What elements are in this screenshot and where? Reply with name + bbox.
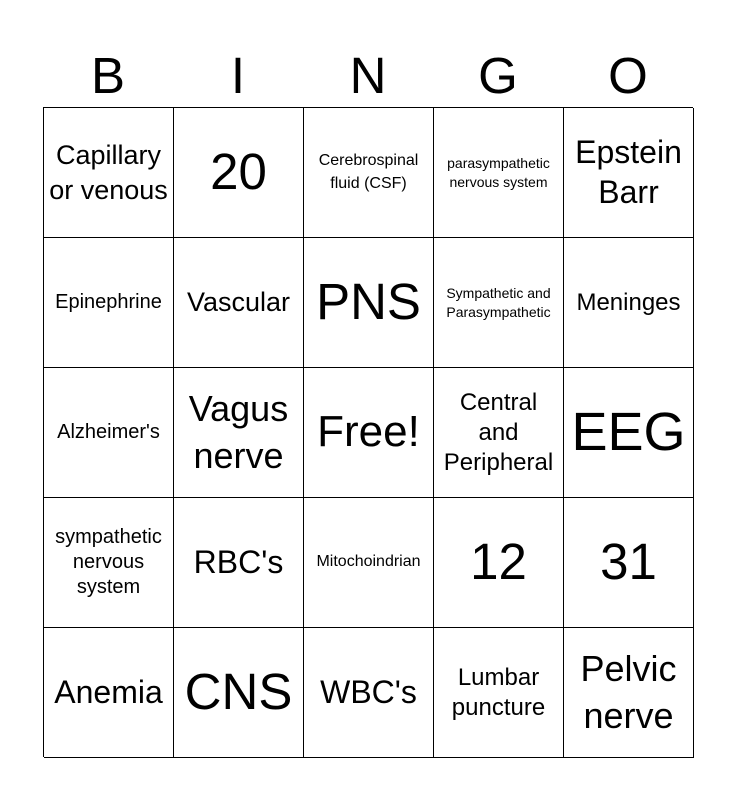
bingo-cell[interactable]: Anemia	[44, 628, 174, 758]
header-letter-i: I	[230, 47, 246, 104]
bingo-cell[interactable]: sympathetic nervous system	[44, 498, 174, 628]
bingo-header	[43, 44, 693, 108]
bingo-cell[interactable]: Epstein Barr	[564, 108, 694, 238]
bingo-cell[interactable]: Epinephrine	[44, 238, 174, 368]
free-space[interactable]: Free!	[304, 368, 434, 498]
bingo-cell[interactable]: Cerebrospinal fluid (CSF)	[304, 108, 434, 238]
bingo-cell[interactable]: Central and Peripheral	[434, 368, 564, 498]
bingo-cell[interactable]: Sympathetic and Parasympathetic	[434, 238, 564, 368]
bingo-cell[interactable]: PNS	[304, 238, 434, 368]
bingo-cell[interactable]: Lumbar puncture	[434, 628, 564, 758]
bingo-card-grid	[43, 107, 693, 757]
header-letter-b: B	[90, 47, 126, 104]
bingo-cell[interactable]: 20	[174, 108, 304, 238]
bingo-cell[interactable]: 12	[434, 498, 564, 628]
bingo-cell[interactable]: Mitochoindrian	[304, 498, 434, 628]
bingo-cell[interactable]: Meninges	[564, 238, 694, 368]
bingo-cell[interactable]: WBC's	[304, 628, 434, 758]
bingo-cell[interactable]: parasympathetic nervous system	[434, 108, 564, 238]
bingo-cell[interactable]: Pelvic nerve	[564, 628, 694, 758]
header-letter-n: N	[349, 47, 387, 104]
header-letter-g: G	[478, 47, 518, 104]
bingo-cell[interactable]: Alzheimer's	[44, 368, 174, 498]
header-letter-o: O	[608, 47, 648, 104]
bingo-cell[interactable]: Vascular	[174, 238, 304, 368]
bingo-cell[interactable]: EEG	[564, 368, 694, 498]
bingo-cell[interactable]: CNS	[174, 628, 304, 758]
bingo-cell[interactable]: 31	[564, 498, 694, 628]
bingo-cell[interactable]: Capillary or venous	[44, 108, 174, 238]
bingo-cell[interactable]: Vagus nerve	[174, 368, 304, 498]
bingo-cell[interactable]: RBC's	[174, 498, 304, 628]
